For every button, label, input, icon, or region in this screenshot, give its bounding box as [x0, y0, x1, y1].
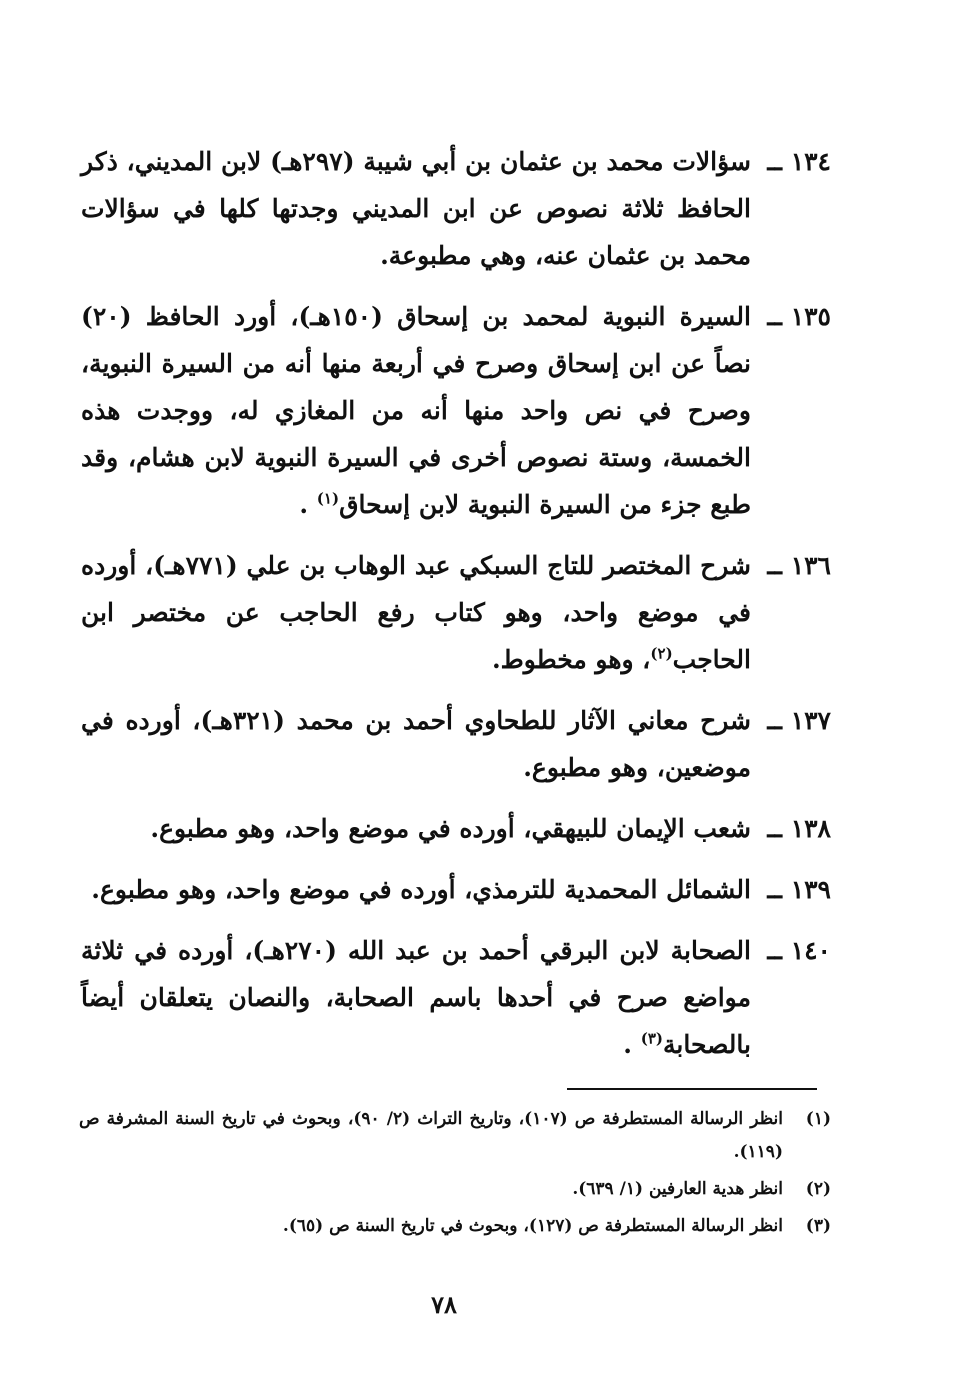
page-number: ٧٨ [431, 1290, 457, 1319]
entry-text: شرح معاني الآثار للطحاوي أحمد بن محمد (٣٢١هـ)، أورده في موضعين، وهو مطبوع. [81, 706, 751, 782]
footnote-text: انظر الرسالة المستطرفة ص (١٢٧)، وبحوث في تاريخ السنة ص (٦٥). [282, 1216, 783, 1236]
entry-text: الصحابة لابن البرقي أحمد بن عبد الله (٢٧٠هـ)، أورده في ثلاثة مواضع صرح في أحدها باسم الصحابة، والنصان يتعلقان أيضاً بالصحابة$^{(٣)}$ . [81, 936, 751, 1059]
entry-138 [81, 805, 831, 852]
entry-number: ١٣٦ ــ [767, 551, 831, 580]
entry-text: شعب الإيمان للبيهقي، أورده في موضع واحد، وهو مطبوع. [150, 814, 751, 843]
entry-text: الشمائل المحمدية للترمذي، أورده في موضع واحد، وهو مطبوع. [91, 875, 751, 904]
entry-136 [81, 542, 831, 683]
entry-number: ١٣٥ ــ [767, 302, 831, 331]
entry-140 [81, 927, 831, 1068]
entry-number: ١٣٨ ــ [767, 814, 831, 843]
footnote-2 [79, 1173, 831, 1206]
entry-text: سؤالات محمد بن عثمان بن أبي شيبة (٢٩٧هـ) لابن المديني، ذكر الحافظ ثلاثة نصوص عن ابن المديني وجدتها كلها في سؤالات محمد بن عثمان عنه، وهي مطبوعة. [81, 147, 751, 270]
entry-number: ١٣٤ ــ [767, 147, 831, 176]
entry-137 [81, 697, 831, 791]
footnote-reference-2[interactable]: (٢) [650, 644, 673, 663]
footnote-reference-1[interactable]: (١) [316, 489, 340, 508]
footnote-text: انظر هدية العارفين (١/ ٦٣٩). [572, 1179, 783, 1199]
footnote-1 [79, 1103, 831, 1169]
footnote-3 [79, 1210, 831, 1243]
entry-text: شرح المختصر للتاج السبكي عبد الوهاب بن علي (٧٧١هـ)، أورده في موضع واحد، وهو كتاب رفع الحاجب عن مختصر ابن الحاجب$^{(٢)}$، وهو مخطوط. [81, 551, 752, 674]
entry-number: ١٣٧ ــ [767, 706, 831, 735]
footnote-reference-3[interactable]: (٣) [640, 1029, 663, 1048]
footnote-mark: (١) [805, 1109, 831, 1129]
footnote-mark: (٢) [805, 1179, 831, 1199]
footnote-mark: (٣) [805, 1216, 831, 1236]
entry-139 [81, 866, 831, 913]
entry-number: ١٣٩ ــ [767, 875, 831, 904]
footnotes [79, 1103, 831, 1247]
entry-number: ١٤٠ ــ [767, 936, 831, 965]
entry-text: السيرة النبوية لمحمد بن إسحاق (١٥٠هـ)، أورد الحافظ (٢٠) نصاً عن ابن إسحاق وصرح في أربعة منها أنه من السيرة النبوية، وصرح في نص واحد منها أنه من المغازي له، ووجدت هذه الخمسة، وستة نصوص أخرى في السيرة النبوية لابن هشام، وقد طبع جزء من السيرة النبوية لابن إسحاق$^{(١)}$ . [81, 302, 751, 519]
entry-134 [81, 138, 831, 279]
entry-135 [81, 293, 831, 528]
footnote-text: انظر الرسالة المستطرفة ص (١٠٧)، وتاريخ التراث (٢/ ٩٠)، وبحوث في تاريخ السنة المشرفة ص (١١٩). [79, 1109, 783, 1162]
entry-list [81, 138, 831, 1082]
footnote-separator [567, 1088, 817, 1090]
